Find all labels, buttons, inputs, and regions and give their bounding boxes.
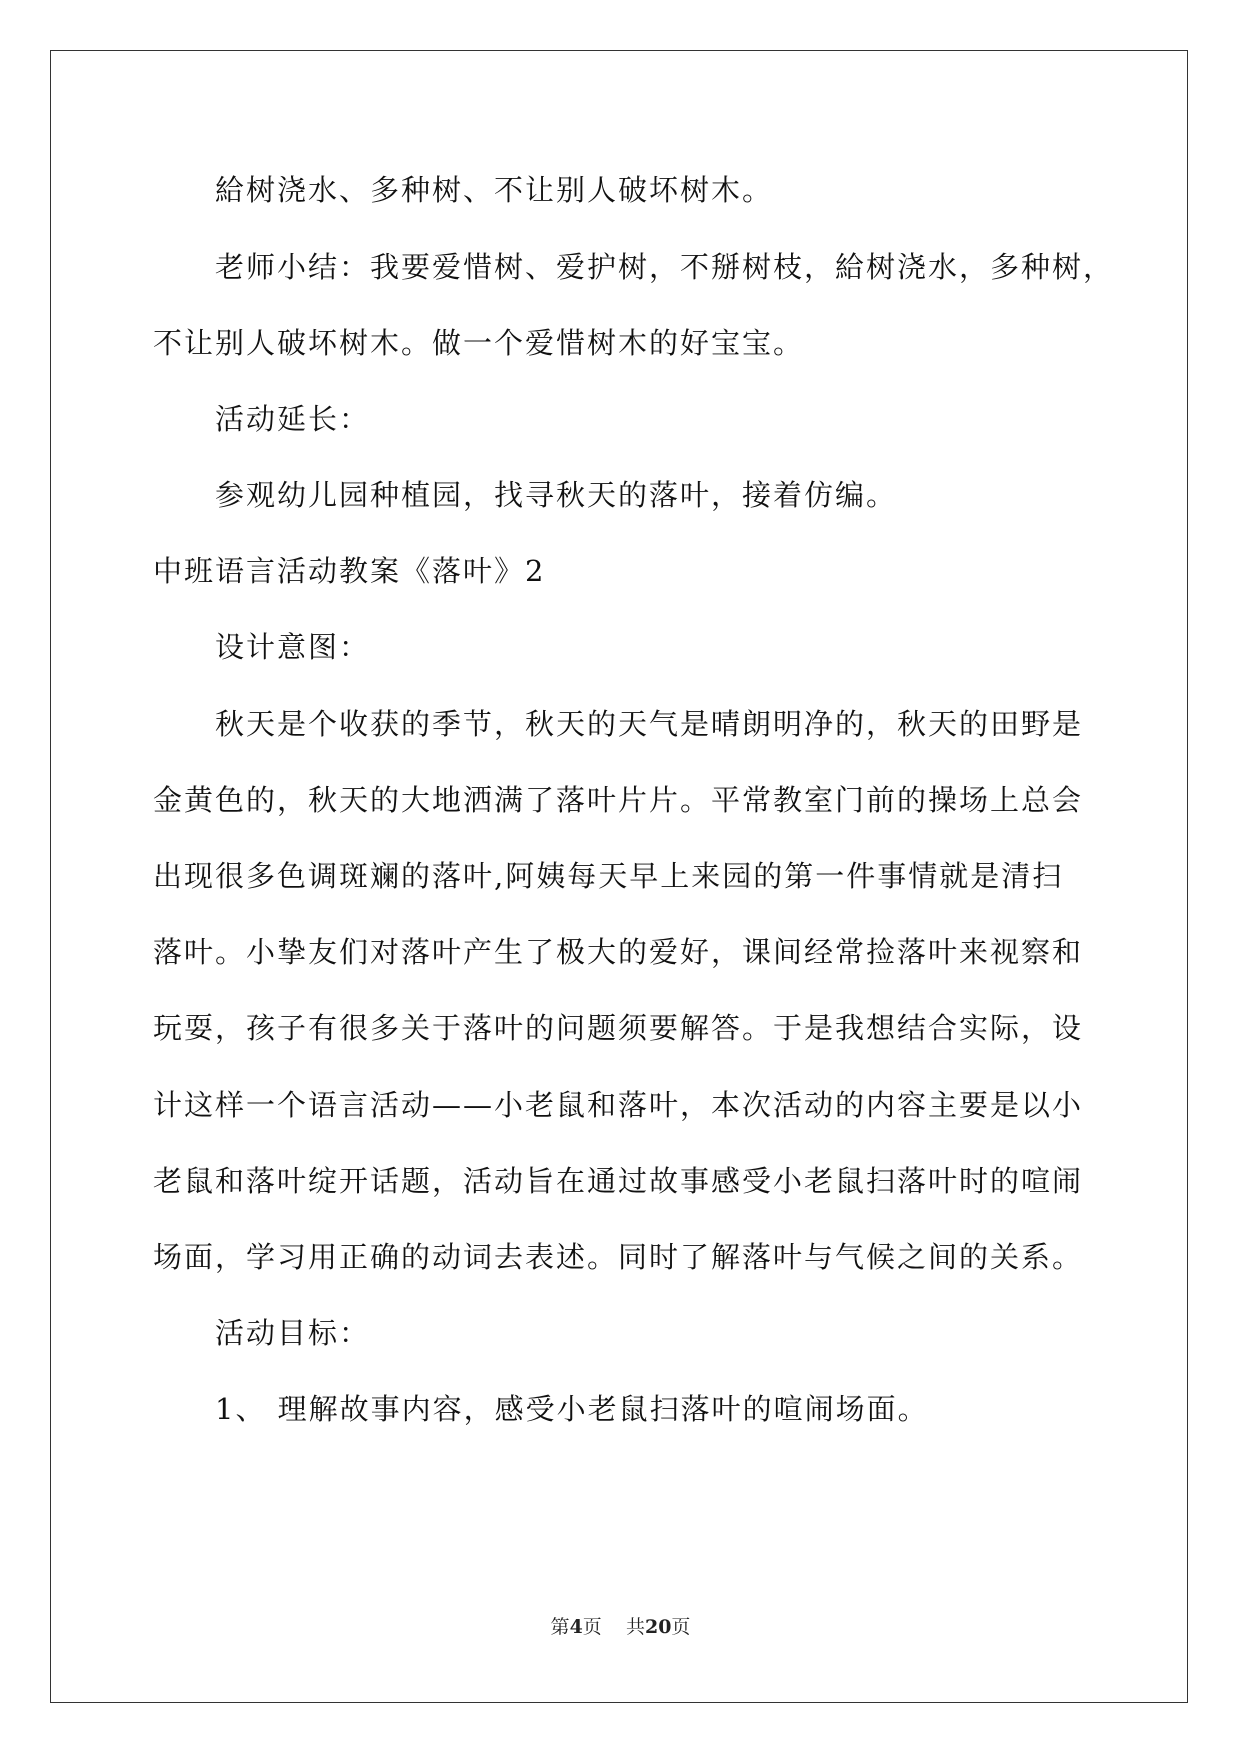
paragraph-line: 活动目标： bbox=[215, 1316, 371, 1350]
paragraph-line: 給树浇水、多种树、不让别人破坏树木。 bbox=[215, 173, 774, 207]
footer-prefix: 第 bbox=[550, 1616, 570, 1638]
paragraph-line: 落叶。小挚友们对落叶产生了极大的爱好，课间经常捡落叶来视察和 bbox=[153, 935, 1084, 969]
paragraph-line: 秋天是个收获的季节，秋天的天气是晴朗明净的，秋天的田野是 bbox=[215, 707, 1084, 741]
footer-mid: 页 共 bbox=[582, 1616, 645, 1638]
total-page-count: 20 bbox=[644, 1616, 672, 1638]
section-heading: 中班语言活动教案《落叶》2 bbox=[153, 554, 546, 588]
paragraph-line: 出现很多色调斑斓的落叶,阿姨每天早上来园的第一件事情就是清扫 bbox=[153, 859, 1064, 893]
paragraph-line: 参观幼儿园种植园，找寻秋天的落叶，接着仿编。 bbox=[215, 478, 898, 512]
page-footer bbox=[0, 1612, 1241, 1639]
paragraph-line: 活动延长： bbox=[215, 402, 371, 436]
paragraph-line: 玩耍，孩子有很多关于落叶的问题须要解答。于是我想结合实际，设 bbox=[153, 1011, 1084, 1045]
current-page-number: 4 bbox=[569, 1616, 583, 1638]
paragraph-line: 1、 理解故事内容，感受小老鼠扫落叶的喧闹场面。 bbox=[215, 1392, 929, 1426]
paragraph-line: 金黄色的，秋天的大地洒满了落叶片片。平常教室门前的操场上总会 bbox=[153, 783, 1084, 817]
paragraph-line: 设计意图： bbox=[215, 630, 371, 664]
paragraph-line: 不让别人破坏树木。做一个爱惜树木的好宝宝。 bbox=[153, 326, 805, 360]
paragraph-line: 老师小结：我要爱惜树、爱护树，不掰树枝，給树浇水，多种树， bbox=[215, 250, 1115, 284]
paragraph-line: 场面，学习用正确的动词去表述。同时了解落叶与气候之间的关系。 bbox=[153, 1240, 1084, 1274]
paragraph-line: 计这样一个语言活动——小老鼠和落叶，本次活动的内容主要是以小 bbox=[153, 1088, 1084, 1122]
paragraph-line: 老鼠和落叶绽开话题，活动旨在通过故事感受小老鼠扫落叶时的喧闹 bbox=[153, 1164, 1084, 1198]
footer-suffix: 页 bbox=[671, 1616, 691, 1638]
